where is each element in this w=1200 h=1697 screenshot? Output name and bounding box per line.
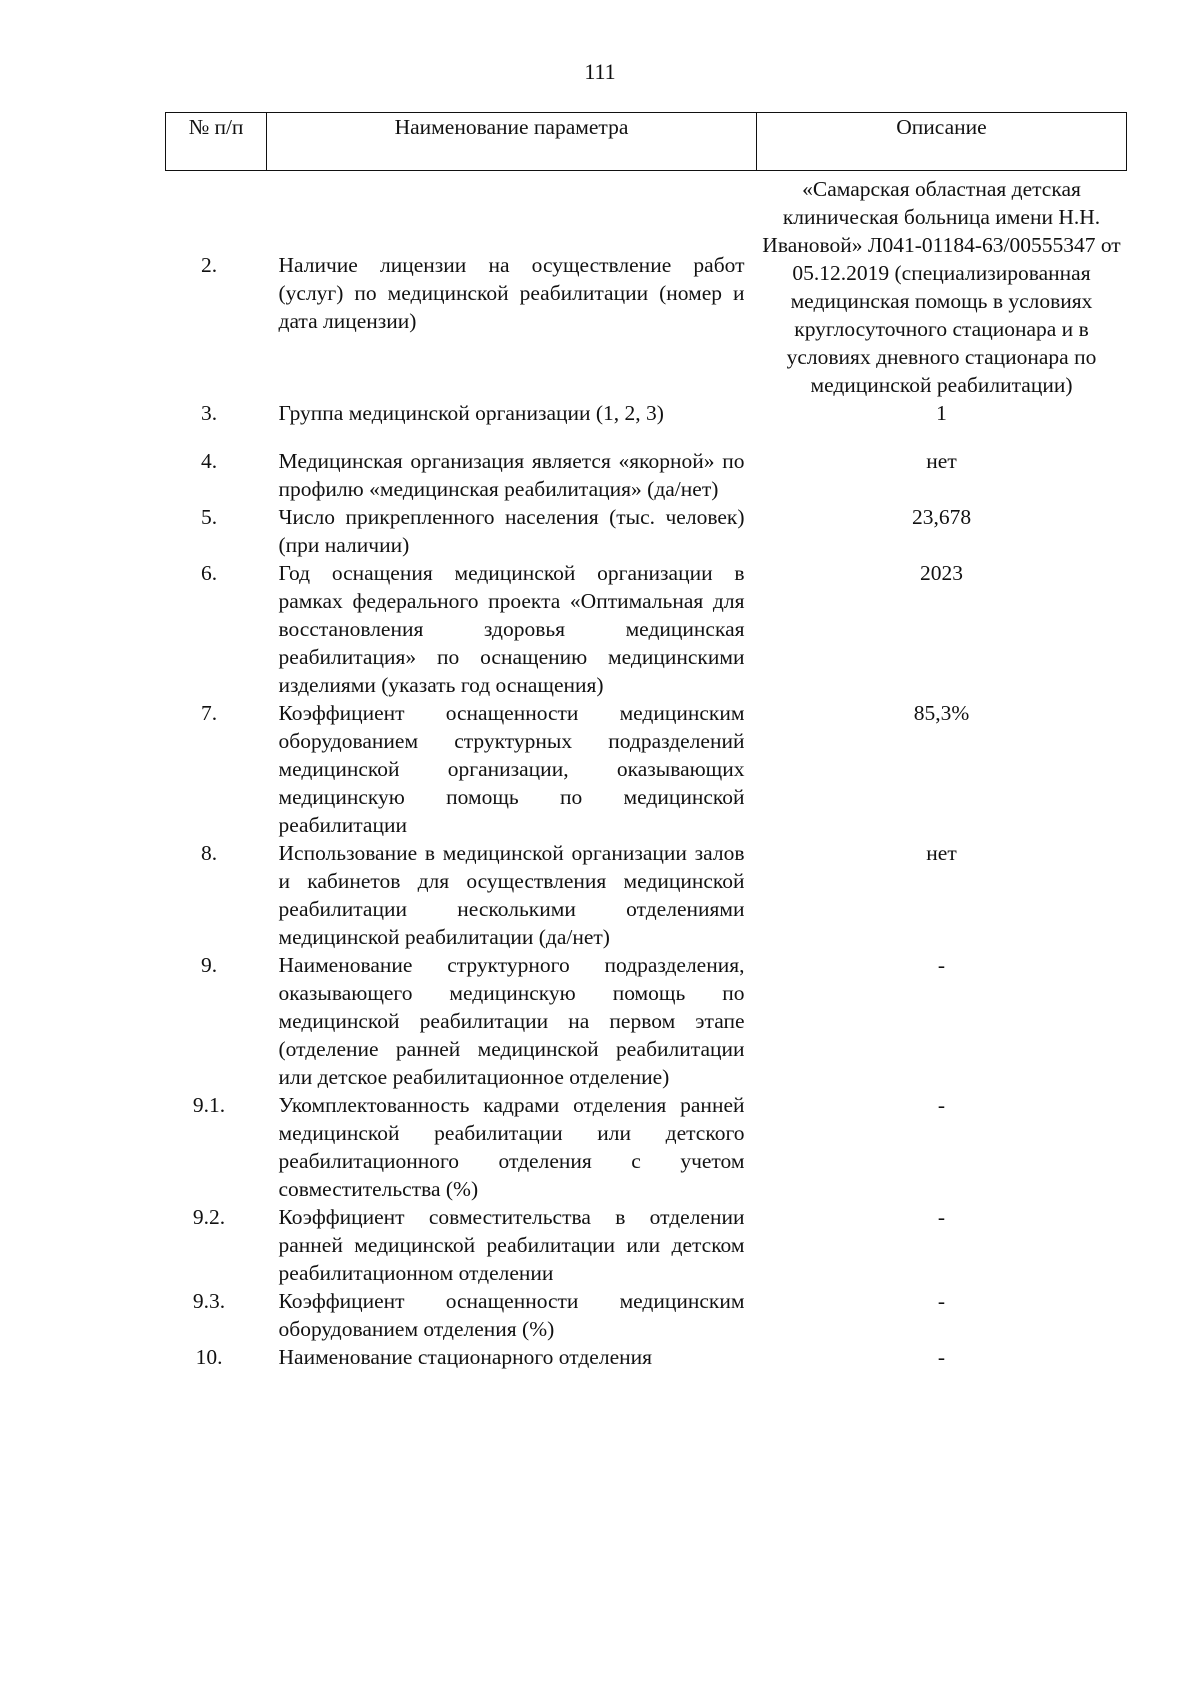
table-row bbox=[166, 399, 1127, 447]
row-number: 9. bbox=[200, 953, 218, 977]
row-parameter: Коэффициент совместительства в отделении ранней медицинской реабилитации или детском реабилитационном отделении bbox=[278, 1205, 745, 1285]
row-number: 3. bbox=[200, 401, 218, 425]
row-description: нет bbox=[926, 449, 957, 473]
row-number: 2. bbox=[200, 253, 218, 277]
row-parameter: Использование в медицинской организации залов и кабинетов для осуществления медицинской реабилитации несколькими отделениями медицинской реабилитации (да/нет) bbox=[278, 841, 745, 949]
table-row bbox=[166, 1287, 1127, 1343]
row-number: 5. bbox=[200, 505, 218, 529]
row-parameter: Укомплектованность кадрами отделения ранней медицинской реабилитации или детского реабилитационного отделения с учетом совместительства (%) bbox=[278, 1093, 745, 1201]
row-number: 8. bbox=[200, 841, 218, 865]
row-parameter: Год оснащения медицинской организации в рамках федерального проекта «Оптимальная для восстановления здоровья медицинская реабилитация» по оснащению медицинскими изделиями (указать год оснащения) bbox=[278, 561, 745, 697]
row-parameter: Наименование стационарного отделения bbox=[278, 1345, 653, 1369]
table-row bbox=[166, 1203, 1127, 1287]
row-number: 7. bbox=[200, 701, 218, 725]
row-parameter: Медицинская организация является «якорной» по профилю «медицинская реабилитация» (да/нет) bbox=[278, 449, 745, 501]
row-number: 4. bbox=[200, 449, 218, 473]
row-description: 2023 bbox=[920, 561, 963, 585]
parameters-table bbox=[165, 112, 1127, 1371]
row-parameter: Группа медицинской организации (1, 2, 3) bbox=[278, 401, 664, 425]
header-number: № п/п bbox=[166, 113, 267, 171]
row-number: 6. bbox=[200, 561, 218, 585]
row-description: нет bbox=[926, 841, 957, 865]
row-number: 9.3. bbox=[192, 1289, 226, 1313]
row-description: - bbox=[937, 1345, 946, 1369]
row-parameter: Наименование структурного подразделения, оказывающего медицинскую помощь по медицинской реабилитации на первом этапе (отделение ранней медицинской реабилитации или детское реабилитационное отделение) bbox=[278, 953, 745, 1089]
page-number: 111 bbox=[584, 59, 616, 84]
table-header-row bbox=[166, 113, 1127, 171]
header-parameter: Наименование параметра bbox=[267, 113, 757, 171]
table-row bbox=[166, 171, 1127, 400]
table-row bbox=[166, 951, 1127, 1091]
header-description: Описание bbox=[757, 113, 1127, 171]
row-parameter: Коэффициент оснащенности медицинским оборудованием структурных подразделений медицинской организации, оказывающих медицинскую помощь по медицинской реабилитации bbox=[278, 701, 745, 837]
row-description: 23,678 bbox=[911, 505, 972, 529]
table-row bbox=[166, 1091, 1127, 1203]
row-parameter: Коэффициент оснащенности медицинским оборудованием отделения (%) bbox=[278, 1289, 745, 1341]
row-parameter: Наличие лицензии на осуществление работ (услуг) по медицинской реабилитации (номер и дата лицензии) bbox=[278, 253, 745, 333]
row-description: - bbox=[937, 1205, 946, 1229]
row-description: - bbox=[937, 953, 946, 977]
table-row bbox=[166, 503, 1127, 559]
row-description: - bbox=[937, 1093, 946, 1117]
table-row bbox=[166, 559, 1127, 699]
row-parameter: Число прикрепленного населения (тыс. человек) (при наличии) bbox=[278, 505, 745, 557]
row-number: 9.1. bbox=[192, 1093, 226, 1117]
row-description: 85,3% bbox=[913, 701, 970, 725]
table-row bbox=[166, 699, 1127, 839]
row-description: «Самарская областная детская клиническая больница имени Н.Н. Ивановой» Л041-01184-63/00555347 от 05.12.2019 (специализированная медицинская помощь в условиях круглосуточного стационара и в условиях дневного стационара по медицинской реабилитации) bbox=[762, 177, 1121, 397]
table-row bbox=[166, 839, 1127, 951]
row-description: - bbox=[937, 1289, 946, 1313]
table-row bbox=[166, 1343, 1127, 1371]
table-row bbox=[166, 447, 1127, 503]
row-number: 10. bbox=[195, 1345, 223, 1369]
row-number: 9.2. bbox=[192, 1205, 226, 1229]
row-description: 1 bbox=[936, 401, 947, 425]
